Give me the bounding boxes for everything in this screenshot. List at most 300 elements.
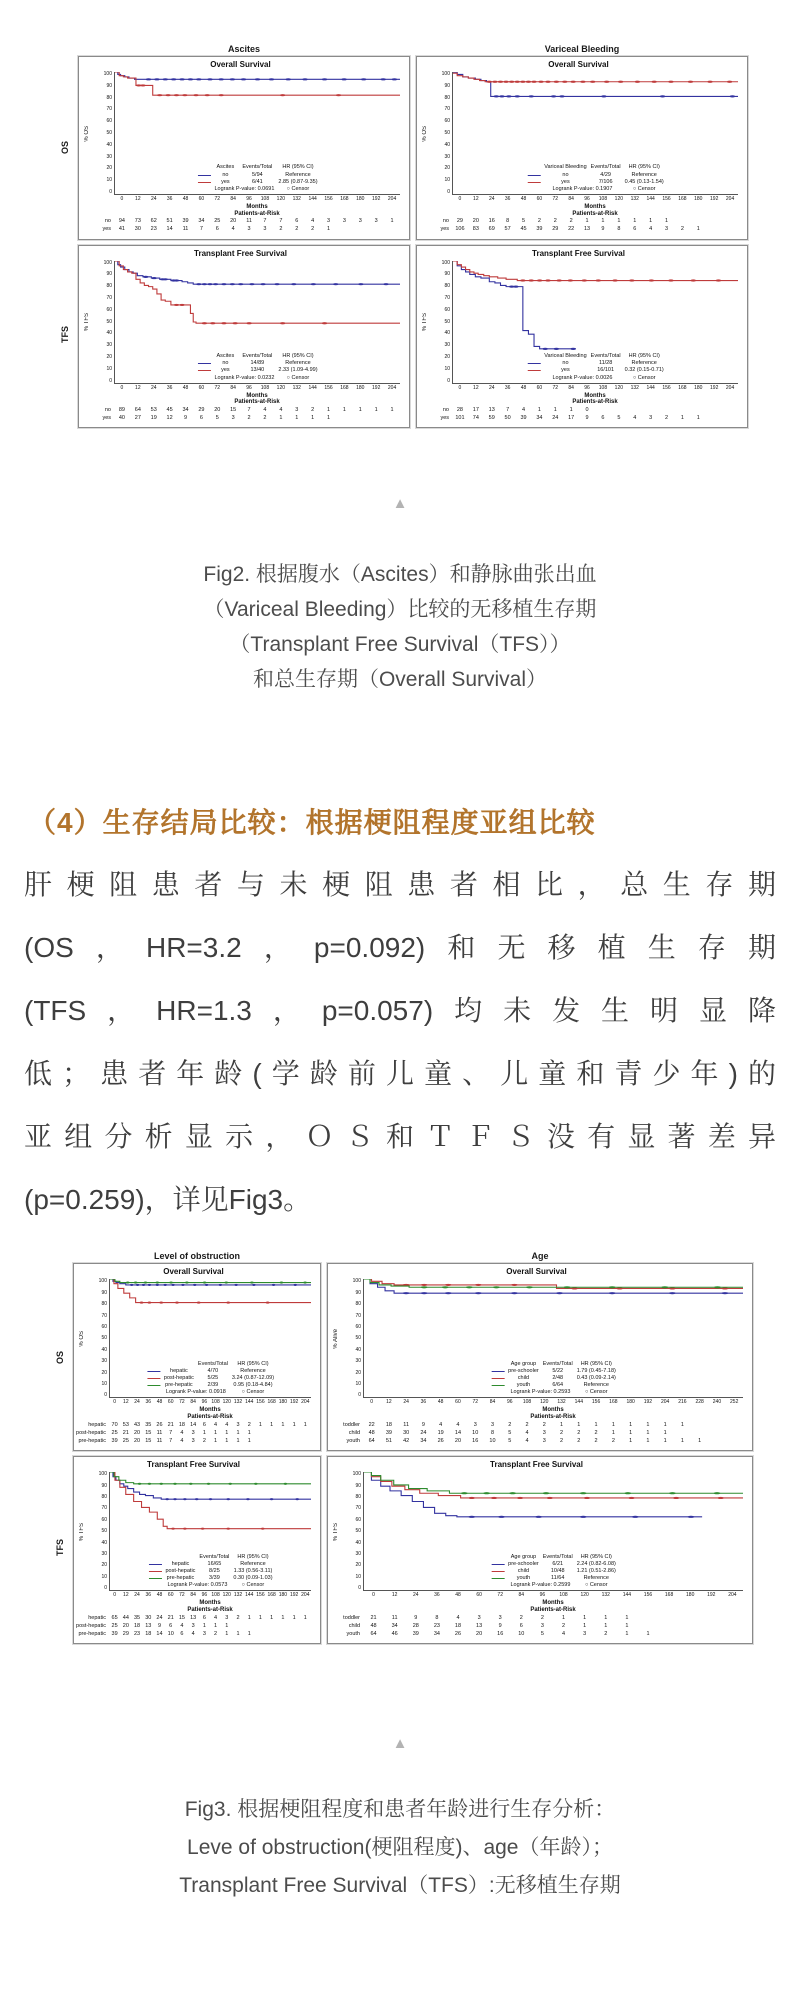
fig2-caption-line: 和总生存期（Overall Survival） [252,668,548,692]
atrisk-count: 8 [435,1614,439,1621]
x-tick-label: 156 [662,384,671,391]
plot-area [114,261,400,384]
atrisk-count: 1 [225,1631,229,1637]
x-tick-label: 168 [340,196,349,202]
plot-title: Overall Survival [210,60,271,69]
censor-mark [134,1282,138,1284]
x-tick-label: 144 [574,1399,583,1406]
fig2-caption-line: （Variceal Bleeding）比较的无移植生存期 [203,598,597,622]
plot-area [109,1279,311,1398]
atrisk-count: 13 [584,226,591,233]
censor-mark [183,1498,187,1500]
x-axis-label: Months [246,392,268,399]
km-panel-obstruction-tfs [73,1456,321,1644]
atrisk-count: 53 [150,406,157,413]
censor-mark [584,1497,591,1499]
legend-pvalue: Logrank P-value: 0.0026 [552,374,613,381]
atrisk-count: 39 [182,218,189,225]
atrisk-count [637,1614,658,1622]
censor-mark [205,94,210,96]
y-tick-label: 30 [101,1551,107,1558]
atrisk-count: 15 [145,1438,152,1445]
atrisk-count: 24 [552,415,559,422]
censor-mark [492,81,497,83]
x-tick-label: 252 [730,1399,739,1406]
atrisk-count: 106 [455,226,465,233]
censor-mark [163,78,168,80]
legend-hr-value: 0.30 (0.09-1.03) [233,1575,273,1582]
legend-events-header: Events/Total [542,1360,573,1367]
atrisk-count: 1 [663,1421,667,1428]
censor-mark [205,1284,209,1286]
atrisk-count: 1 [611,1421,615,1428]
legend-pvalue: Logrank P-value: 0.0918 [165,1389,226,1396]
plot-title: Transplant Free Survival [532,248,625,258]
atrisk-row-counts [452,217,738,225]
atrisk-count: 3 [583,1631,587,1637]
censor-mark [254,1483,258,1485]
censor-mark [210,322,215,324]
atrisk-count: 74 [472,415,479,422]
censor-mark [219,94,224,96]
legend-hr-value: Reference [285,360,311,367]
legend-group-name: pre-hepatic [166,1575,195,1582]
atrisk-count: 1 [629,1421,633,1428]
x-tick-label: 60 [476,1592,482,1599]
censor-mark [445,1284,452,1286]
atrisk-count: 3 [542,1429,546,1436]
censor-mark [196,78,201,80]
y-tick-label: 80 [106,283,112,290]
atrisk-count [690,217,706,225]
atrisk-count: 1 [326,415,331,422]
atrisk-count: 1 [646,1631,650,1637]
legend-pvalue: Logrank P-value: 0.0691 [214,185,275,192]
censor-mark [157,94,162,96]
atrisk-count [266,1630,277,1638]
atrisk-count: 62 [150,218,157,225]
y-tick-label: 80 [101,1494,107,1501]
atrisk-count [690,406,706,414]
atrisk-count: 5 [215,415,219,422]
censor-mark [483,1492,490,1494]
censor-mark [635,81,640,83]
legend-hr-value: 2.24 (0.82-6.08) [576,1560,616,1567]
atrisk-count: 2 [562,1622,566,1629]
censor-mark [255,78,260,80]
atrisk-count: 4 [562,1631,566,1637]
x-tick-label: 192 [710,196,719,202]
km-curve [115,261,400,284]
censor-mark [722,1292,729,1294]
atrisk-count: 94 [118,218,125,225]
x-tick-label: 36 [434,1592,440,1599]
y-tick-label: 80 [444,94,450,101]
legend-events-value: 4/29 [600,171,611,178]
censor-mark [333,283,338,285]
x-tick-label: 72 [552,196,559,202]
censor-mark [179,304,184,306]
atrisk-count [289,1429,300,1437]
atrisk-count: 4 [279,406,283,413]
plot-legend [527,164,664,193]
legend-events-value: 7/106 [598,178,613,185]
atrisk-count: 10 [518,1631,525,1637]
censor-mark [280,1282,284,1284]
censor-mark [554,347,559,349]
x-axis-label: Months [246,204,268,210]
censor-mark [596,279,601,281]
x-tick-label: 72 [472,1399,478,1406]
atrisk-count: 1 [311,415,315,422]
atrisk-count: 1 [680,1438,684,1445]
atrisk-count: 1 [326,406,331,413]
atrisk-row-name: yes [440,226,449,233]
legend-line-swatch [491,1378,504,1379]
y-tick-label: 0 [358,1392,361,1399]
atrisk-count: 4 [649,226,653,233]
paragraph-line: 低；患者年龄(学龄前儿童、儿童和青少年)的 [24,1058,776,1090]
censor-mark [520,81,525,83]
x-tick-label: 96 [506,1399,513,1406]
atrisk-count: 39 [412,1631,419,1637]
x-tick-label: 120 [222,1592,231,1599]
censor-mark [509,1492,516,1494]
x-tick-label: 204 [725,384,735,391]
fig3-column-title-obstruction: Level of obstruction [153,1251,240,1262]
x-tick-label: 84 [518,1592,525,1599]
x-tick-label: 96 [539,1592,546,1599]
section-paragraph [24,853,776,1231]
atrisk-count: 5 [508,1438,512,1445]
legend-hr-value: Reference [583,1575,609,1582]
atrisk-count [659,406,675,414]
legend-censor-label: ○ Censor [286,374,310,381]
legend-events-value: 14/89 [250,360,265,367]
censor-mark [247,322,252,324]
censor-mark [716,279,721,281]
x-tick-label: 108 [260,196,270,202]
censor-mark [142,1284,146,1286]
censor-mark [154,78,159,80]
km-curve [364,1472,743,1498]
censor-mark [531,81,536,83]
figure-fig3[interactable] [0,1231,800,1644]
atrisk-count: 64 [134,406,141,413]
km-curve [364,1472,702,1517]
censor-mark [213,283,218,285]
x-axis-label: Months [542,1600,564,1607]
censor-mark [529,279,534,281]
atrisk-count: 6 [202,1614,206,1621]
x-tick-label: 120 [614,196,624,202]
x-tick-label: 84 [230,384,236,391]
atrisk-count: 7 [199,226,203,233]
patients-at-risk-title: Patients-at-Risk [234,399,280,406]
atrisk-count: 51 [166,218,173,225]
atrisk-count: 25 [111,1622,118,1629]
censor-mark [219,78,224,80]
km-curve [115,72,400,95]
censor-mark [252,1284,256,1286]
atrisk-count [706,414,722,422]
atrisk-count: 69 [488,226,495,233]
atrisk-count [336,414,352,422]
atrisk-count [595,406,611,414]
y-axis-ticks [92,261,114,384]
atrisk-count: 1 [270,1614,274,1621]
legend-line-swatch [491,1385,504,1386]
censor-mark [629,279,634,281]
atrisk-count: 1 [594,1421,598,1428]
atrisk-count: 13 [476,1622,483,1629]
atrisk-count: 6 [633,226,637,233]
atrisk-count: 1 [680,1421,684,1428]
censor-mark [272,1284,276,1286]
censor-mark [688,1516,695,1518]
atrisk-count [722,414,738,422]
fig2-column-title-ascites: Ascites [227,44,261,54]
x-tick-label: 12 [473,384,479,391]
censor-mark [727,81,732,83]
atrisk-count: 13 [145,1622,152,1629]
y-tick-label: 50 [444,318,450,325]
y-tick-label: 10 [444,177,450,184]
atrisk-count: 1 [663,1429,667,1436]
censor-mark [358,283,363,285]
legend-hr-value: Reference [583,1382,609,1389]
atrisk-count: 20 [230,218,237,225]
x-tick-label: 60 [167,1399,174,1406]
legend-spacer [491,1361,504,1368]
atrisk-count: 6 [215,226,219,233]
x-tick-label: 192 [372,384,381,391]
atrisk-row-name: yes [102,226,111,233]
x-tick-label: 132 [292,196,301,202]
km-panel-variceal-tfs [416,245,748,429]
atrisk-count: 1 [646,1429,650,1436]
atrisk-count: 1 [553,406,557,413]
x-tick-label: 108 [598,384,608,391]
censor-mark [230,78,235,80]
censor-mark [506,95,511,97]
atrisk-count: 83 [472,226,479,233]
atrisk-count: 3 [542,1438,546,1445]
x-tick-label: 132 [630,384,639,391]
plot-area [363,1472,743,1591]
km-curve [364,1472,743,1493]
km-curve [364,1279,743,1287]
x-axis-label: Months [199,1600,221,1607]
x-tick-label: 180 [626,1399,635,1406]
y-axis-label: % TFS [83,313,90,332]
x-tick-label: 180 [278,1399,288,1406]
y-tick-label: 30 [444,342,450,349]
censor-mark [207,283,212,285]
atrisk-count: 1 [604,1614,608,1621]
atrisk-count: 18 [454,1622,462,1629]
km-curve [453,261,738,281]
x-tick-label: 60 [198,384,205,391]
y-tick-label: 90 [101,1482,107,1489]
y-tick-label: 60 [355,1516,361,1523]
atrisk-count: 20 [133,1429,141,1436]
censor-mark [174,304,179,306]
atrisk-row-counts [452,225,738,233]
y-tick-label: 20 [101,1369,107,1376]
atrisk-count [232,1622,243,1630]
fig3-caption-line: Fig3. 根据梗阻程度和患者年龄进行生存分析： [184,1798,616,1822]
plot-area [452,72,738,195]
legend-hr-value: 1.21 (0.51-2.86) [576,1567,616,1574]
x-tick-label: 192 [710,384,719,391]
legend-censor-label: ○ Censor [286,185,310,192]
legend-group-name: post-hepatic [163,1374,194,1381]
x-tick-label: 36 [145,1399,152,1406]
km-curve [453,73,738,82]
atrisk-count: 23 [433,1622,440,1629]
atrisk-count: 1 [236,1631,240,1637]
atrisk-row-name: hepatic [88,1614,106,1621]
censor-mark [691,279,696,281]
atrisk-count: 30 [134,226,141,233]
atrisk-count: 11 [391,1614,398,1621]
atrisk-count: 4 [456,1614,460,1621]
y-tick-label: 70 [355,1312,361,1319]
legend-censor-label: ○ Censor [241,1389,265,1396]
atrisk-count [266,1437,277,1445]
x-tick-label: 144 [646,196,655,202]
censor-mark [165,1498,169,1500]
legend-spacer [491,1554,504,1561]
atrisk-count: 10 [489,1438,496,1445]
censor-mark [183,1528,187,1530]
atrisk-count: 1 [680,415,684,422]
legend-events-header: Events/Total [242,353,273,360]
plot-title: Overall Survival [163,1267,224,1277]
legend-events-value: 11/28 [598,360,613,367]
atrisk-count: 1 [279,415,283,422]
legend-hr-value: Reference [631,171,657,178]
x-tick-label: 12 [123,1592,129,1599]
x-tick-label: 96 [201,1399,208,1406]
y-tick-label: 30 [355,1358,361,1365]
atrisk-count [255,1437,266,1445]
atrisk-count [384,225,400,233]
legend-line-swatch [147,1385,160,1386]
legend-line-swatch [148,1571,161,1572]
x-tick-label: 84 [568,196,574,202]
atrisk-count: 30 [145,1614,152,1621]
atrisk-count: 39 [385,1429,392,1436]
legend-events-value: 11/64 [551,1575,565,1582]
atrisk-count: 2 [611,1438,615,1445]
atrisk-count: 2 [553,218,557,225]
figure-fig2[interactable] [0,0,800,428]
fig3-caption-line: Leve of obstruction(梗阻程度)、age（年龄）； [187,1836,613,1860]
censor-mark [179,78,184,80]
atrisk-count: 3 [263,226,267,233]
atrisk-count: 1 [583,1622,587,1629]
x-tick-label: 72 [552,384,559,391]
legend-group-name: yes [561,178,570,185]
censor-mark [618,81,623,83]
x-axis-ticks [452,197,738,202]
atrisk-count: 73 [134,218,141,225]
atrisk-count: 21 [122,1429,129,1436]
atrisk-count [722,1614,743,1622]
plot-title: Overall Survival [506,1267,567,1277]
section-heading: （4）生存结局比较：根据梗阻程度亚组比较 [28,807,596,839]
censor-mark [342,78,347,80]
y-tick-label: 90 [106,271,112,278]
y-tick-label: 30 [444,153,450,160]
atrisk-count: 2 [525,1421,529,1428]
atrisk-count: 2 [560,1429,564,1436]
censor-mark [226,1528,230,1530]
x-axis-ticks [452,386,738,391]
km-panel-obstruction-os [73,1263,321,1451]
atrisk-count: 4 [633,415,637,422]
atrisk-count: 9 [414,1614,418,1621]
legend-hr-value: 3.24 (0.87-12.09) [231,1374,275,1381]
km-curve [115,72,400,79]
atrisk-count: 18 [145,1631,152,1637]
censor-mark [493,1287,500,1289]
atrisk-count: 26 [156,1421,163,1428]
x-tick-label: 12 [391,1592,398,1599]
censor-mark [173,1498,177,1500]
fig2-row-label-os: OS [60,141,70,155]
atrisk-row-name: no [104,218,111,225]
legend-events-header: Events/Total [199,1553,230,1560]
censor-mark [148,1483,152,1485]
x-tick-label: 24 [150,384,157,391]
atrisk-count: 1 [225,1438,229,1445]
atrisk-count: 1 [649,218,653,225]
legend-hr-value: 0.32 (0.15-0.71) [624,367,664,374]
censor-mark [144,1282,148,1284]
legend-line-swatch [527,370,540,371]
km-curve [453,72,738,96]
atrisk-count: 9 [157,1622,162,1629]
x-tick-label: 204 [387,384,397,391]
legend-group-name: no [562,360,569,367]
atrisk-count [266,1622,277,1630]
atrisk-count: 34 [198,218,205,225]
y-axis-ticks [87,1472,109,1591]
atrisk-count: 45 [166,406,173,413]
atrisk-count [368,414,384,422]
atrisk-count: 1 [202,1622,206,1629]
y-tick-label: 20 [106,165,112,172]
atrisk-count: 34 [433,1631,440,1637]
x-tick-label: 192 [372,196,381,202]
censor-mark [241,78,246,80]
censor-mark [509,81,514,83]
y-tick-label: 60 [106,118,112,125]
atrisk-count: 39 [520,415,527,422]
x-tick-label: 180 [356,196,365,202]
atrisk-count: 7 [263,218,267,225]
paragraph-line: (p=0.259)，详见Fig3。 [24,1184,312,1216]
censor-mark [730,95,735,97]
legend-group-name: yes [221,178,230,185]
censor-mark [302,78,307,80]
x-tick-label: 108 [522,1399,532,1406]
legend-group-header: Ascites [216,164,235,171]
y-tick-label: 40 [106,330,112,337]
